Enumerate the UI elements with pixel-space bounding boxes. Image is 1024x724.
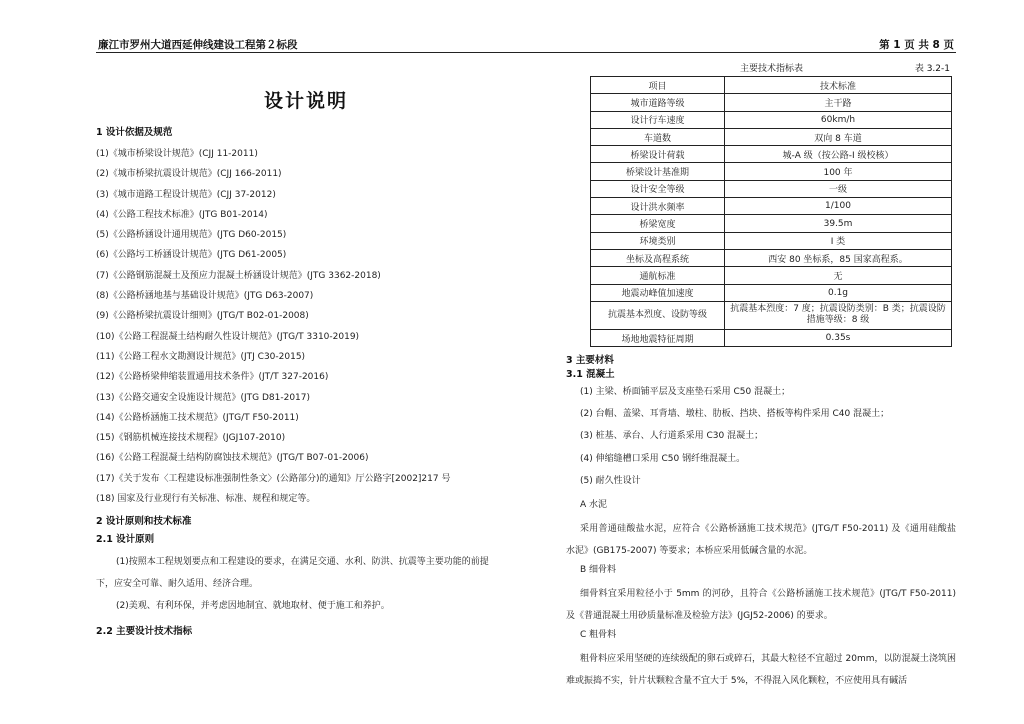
reference-item: (14)《公路桥涵施工技术规范》(JTG/T F50-2011) bbox=[96, 412, 299, 423]
subsection-2-1-heading: 2.1 设计原则 bbox=[96, 534, 155, 546]
table-row bbox=[591, 249, 952, 266]
table-row bbox=[591, 163, 952, 180]
cement-paragraph: 采用普通硅酸盐水泥，应符合《公路桥涵施工技术规范》(JTG/T F50-2011) 及《通用硅酸盐水泥》(GB175-2007) 等要求；本桥应采用低碱含量的水泥。 bbox=[566, 523, 956, 556]
section-3-heading: 3 主要材料 bbox=[566, 355, 614, 366]
reference-item: (5)《公路桥涵设计通用规范》(JTG D60-2015) bbox=[96, 230, 287, 241]
table-cell-value: I 类 bbox=[725, 232, 952, 249]
table-row bbox=[591, 128, 952, 145]
reference-item: (6)《公路圬工桥涵设计规范》(JTG D61-2005) bbox=[96, 250, 287, 261]
table-cell-key: 桥梁设计荷载 bbox=[591, 146, 725, 163]
table-cell-value: 抗震基本烈度：7 度；抗震设防类别：B 类；抗震设防措施等级：8 级 bbox=[725, 301, 952, 329]
reference-item: (8)《公路桥涵地基与基础设计规范》(JTG D63-2007) bbox=[96, 291, 314, 302]
right-column bbox=[566, 352, 956, 692]
reference-item: (16)《公路工程混凝土结构防腐蚀技术规范》(JTG/T B07-01-2006) bbox=[96, 453, 369, 464]
table-cell-value: 60km/h bbox=[725, 111, 952, 128]
material-item: (3) 桩基、承台、人行道系采用 C30 混凝土； bbox=[580, 431, 764, 442]
table-row bbox=[591, 284, 952, 301]
table-row bbox=[591, 267, 952, 284]
table-row bbox=[591, 301, 952, 329]
design-principle-2: (2)美观、有利环保，并考虑因地制宜、就地取材、便于施工和养护。 bbox=[116, 601, 390, 612]
reference-item: (2)《城市桥梁抗震设计规范》(CJJ 166-2011) bbox=[96, 169, 282, 180]
table-cell-key: 地震动峰值加速度 bbox=[591, 284, 725, 301]
table-caption bbox=[590, 61, 954, 75]
project-name: 廉江市罗州大道西延伸线建设工程第２标段 bbox=[98, 39, 298, 51]
document-title: 设计说明 bbox=[264, 90, 349, 112]
material-item: (5) 耐久性设计 bbox=[580, 475, 641, 486]
design-principle-1: (1)按照本工程规划要点和工程建设的要求，在满足交通、水利、防洪、抗震等主要功能的前提下，应安全可靠、耐久适用、经济合理。 bbox=[96, 557, 489, 590]
page-header bbox=[96, 36, 956, 53]
table-cell-key: 城市道路等级 bbox=[591, 94, 725, 111]
reference-item: (1)《城市桥梁设计规范》(CJJ 11-2011) bbox=[96, 149, 258, 159]
table-cell-key: 场地地震特征周期 bbox=[591, 329, 725, 346]
table-row bbox=[591, 180, 952, 197]
table-cell-key: 桥梁宽度 bbox=[591, 215, 725, 232]
material-item: (4) 伸缩缝槽口采用 C50 钢纤维混凝土。 bbox=[580, 453, 746, 464]
table-header-row bbox=[591, 77, 952, 94]
table-number: 表 3.2-1 bbox=[914, 64, 950, 74]
table-cell-value: 西安 80 坐标系，85 国家高程系。 bbox=[725, 249, 952, 266]
reference-item: (11)《公路工程水文勘测设计规范》(JTJ C30-2015) bbox=[96, 351, 306, 362]
section-1-heading: 1 设计依据及规范 bbox=[96, 127, 173, 138]
reference-item: (13)《公路交通安全设施设计规范》(JTG D81-2017) bbox=[96, 392, 311, 403]
table-title: 主要技术指标表 bbox=[740, 64, 804, 74]
material-item: (2) 台帽、盖梁、耳背墙、墩柱、肋板、挡块、搭板等构件采用 C40 混凝土； bbox=[580, 409, 890, 420]
coarse-aggregate-subheading: C 粗骨料 bbox=[580, 629, 617, 640]
table-header-cell: 技术标准 bbox=[725, 77, 952, 94]
page-number: 第 1 页 共 8 页 bbox=[879, 39, 954, 51]
table-cell-key: 设计安全等级 bbox=[591, 180, 725, 197]
table-cell-key: 车道数 bbox=[591, 128, 725, 145]
reference-item: (18) 国家及行业现行有关标准、标准、规程和规定等。 bbox=[96, 494, 316, 505]
table-cell-key: 坐标及高程系统 bbox=[591, 249, 725, 266]
table-cell-value: 0.1g bbox=[725, 284, 952, 301]
subsection-3-1-heading: 3.1 混凝土 bbox=[566, 369, 615, 380]
table-cell-value: 主干路 bbox=[725, 94, 952, 111]
left-column bbox=[96, 124, 504, 643]
reference-item: (15)《钢筋机械连接技术规程》(JGJ107-2010) bbox=[96, 433, 286, 444]
table-cell-key: 环境类别 bbox=[591, 232, 725, 249]
table-row bbox=[591, 146, 952, 163]
section-2-heading: 2 设计原则和技术标准 bbox=[96, 516, 192, 528]
table-cell-value: 100 年 bbox=[725, 163, 952, 180]
reference-item: (7)《公路钢筋混凝土及预应力混凝土桥涵设计规范》(JTG 3362-2018) bbox=[96, 270, 381, 281]
table-row bbox=[591, 232, 952, 249]
cement-subheading: A 水泥 bbox=[580, 499, 608, 510]
table-row bbox=[591, 94, 952, 111]
reference-item: (3)《城市道路工程设计规范》(CJJ 37-2012) bbox=[96, 189, 276, 200]
table-row bbox=[591, 198, 952, 215]
reference-item: (9)《公路桥梁抗震设计细则》(JTG/T B02-01-2008) bbox=[96, 311, 309, 322]
reference-list bbox=[96, 148, 504, 513]
table-cell-value: 无 bbox=[725, 267, 952, 284]
reference-item: (17)《关于发布〈工程建设标准强制性条文〉(公路部分)的通知》厅公路字[2002]217 号 bbox=[96, 473, 451, 484]
table-row bbox=[591, 215, 952, 232]
reference-item: (10)《公路工程混凝土结构耐久性设计规范》(JTG/T 3310-2019) bbox=[96, 331, 360, 342]
coarse-aggregate-paragraph: 粗骨料应采用坚硬的连续级配的卵石或碎石，其最大粒径不宜超过 20mm，以防混凝土浇筑困难或振捣不实，针片状颗粒含量不宜大于 5%，不得混入风化颗粒，不应使用具有碱活 bbox=[566, 653, 956, 686]
table-cell-value: 0.35s bbox=[725, 329, 952, 346]
table-cell-value: 39.5m bbox=[725, 215, 952, 232]
table-cell-key: 抗震基本烈度、设防等级 bbox=[591, 301, 725, 329]
table-cell-value: 城-A 级（按公路-I 级校核） bbox=[725, 146, 952, 163]
reference-item: (12)《公路桥梁伸缩装置通用技术条件》(JT/T 327-2016) bbox=[96, 372, 329, 383]
fine-aggregate-subheading: B 细骨料 bbox=[580, 564, 617, 575]
table-cell-value: 双向 8 车道 bbox=[725, 128, 952, 145]
table-header-cell: 项目 bbox=[591, 77, 725, 94]
table-cell-value: 1/100 bbox=[725, 198, 952, 215]
table-row bbox=[591, 111, 952, 128]
material-item: (1) 主梁、桥面铺平层及支座垫石采用 C50 混凝土； bbox=[580, 387, 791, 397]
table-cell-key: 设计洪水频率 bbox=[591, 198, 725, 215]
table-cell-value: 一级 bbox=[725, 180, 952, 197]
fine-aggregate-paragraph: 细骨料宜采用粒径小于 5mm 的河砂，且符合《公路桥涵施工技术规范》(JTG/T F50-2011) 及《普通混凝土用砂质量标准及检验方法》(JGJ52-2006) 的要求。 bbox=[566, 588, 956, 621]
technical-spec-table bbox=[590, 76, 952, 347]
table-row bbox=[591, 329, 952, 346]
table-cell-key: 设计行车速度 bbox=[591, 111, 725, 128]
subsection-2-2-heading: 2.2 主要设计技术指标 bbox=[96, 626, 193, 638]
reference-item: (4)《公路工程技术标准》(JTG B01-2014) bbox=[96, 209, 268, 220]
table-cell-key: 通航标准 bbox=[591, 267, 725, 284]
table-cell-key: 桥梁设计基准期 bbox=[591, 163, 725, 180]
